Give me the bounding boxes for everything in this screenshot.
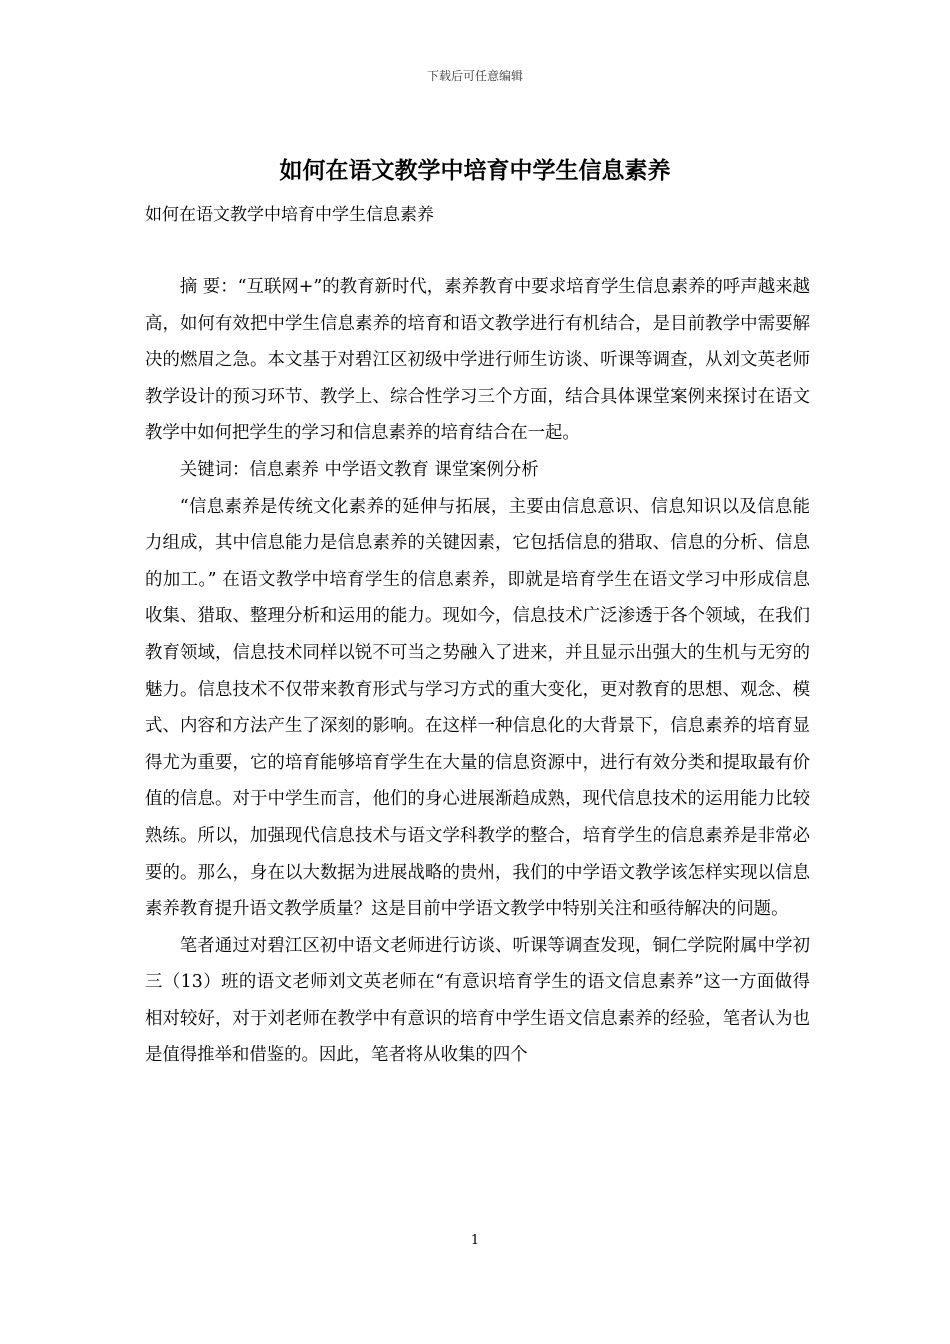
body-paragraph-1: “信息素养是传统文化素养的延伸与拓展，主要由信息意识、信息知识以及信息能力组成，其中信息能力是信息素养的关键因素，它包括信息的猎取、信息的分析、信息的加工。” 在语文教学中培育学生的信息素养，即就是培育学生在语文学习中形成信息收集、猎取、整理分析和运用的能力。现如今，信息技术广泛渗透于各个领域，在我们教育领域，信息技术同样以锐不可当之势融入了进来，并且显示出强大的生机与无穷的魅力。信息技术不仅带来教育形式与学习方式的重大变化，更对教育的思想、观念、模式、内容和方法产生了深刻的影响。在这样一种信息化的大背景下，信息素养的培育显得尤为重要，它的培育能够培育学生在大量的信息资源中，进行有效分类和提取最有价值的信息。对于中学生而言，他们的身心进展渐趋成熟，现代信息技术的运用能力比较熟练。所以，加强现代信息技术与语文学科教学的整合，培育学生的信息素养是非常必要的。那么，身在以大数据为进展战略的贵州，我们的中学语文教学该怎样实现以信息素养教育提升语文教学质量？这是目前中学语文教学中特别关注和亟待解决的问题。 xyxy=(145,496,810,920)
body-paragraph-2: 笔者通过对碧江区初中语文老师进行访谈、听课等调查发现，铜仁学院附属中学初三（13）班的语文老师刘文英老师在“有意识培育学生的语文信息素养”这一方面做得相对较好，对于刘老师在教学中有意识的培育中学生语文信息素养的经验，笔者认为也是值得推举和借鉴的。因此，笔者将从收集的四个 xyxy=(145,935,810,1066)
document-title: 如何在语文教学中培育中学生信息素养 xyxy=(279,157,671,184)
abstract-paragraph: 摘 要：“互联网+”的教育新时代，素养教育中要求培育学生信息素养的呼声越来越高，如何有效把中学生信息素养的培育和语文教学进行有机结合，是目前教学中需要解决的燃眉之急。本文基于对碧江区初级中学进行师生访谈、听课等调查，从刘文英老师教学设计的预习环节、教学上、综合性学习三个方面，结合具体课堂案例来探讨在语文教学中如何把学生的学习和信息素养的培育结合在一起。 xyxy=(145,277,810,444)
document-subtitle: 如何在语文教学中培育中学生信息素养 xyxy=(145,205,434,225)
page-header-note: 下载后可任意编辑 xyxy=(426,69,523,83)
document-body xyxy=(145,269,810,1074)
page-number: 1 xyxy=(470,1233,480,1248)
keywords-line: 关键词：信息素养 中学语文教育 课堂案例分析 xyxy=(179,459,539,480)
